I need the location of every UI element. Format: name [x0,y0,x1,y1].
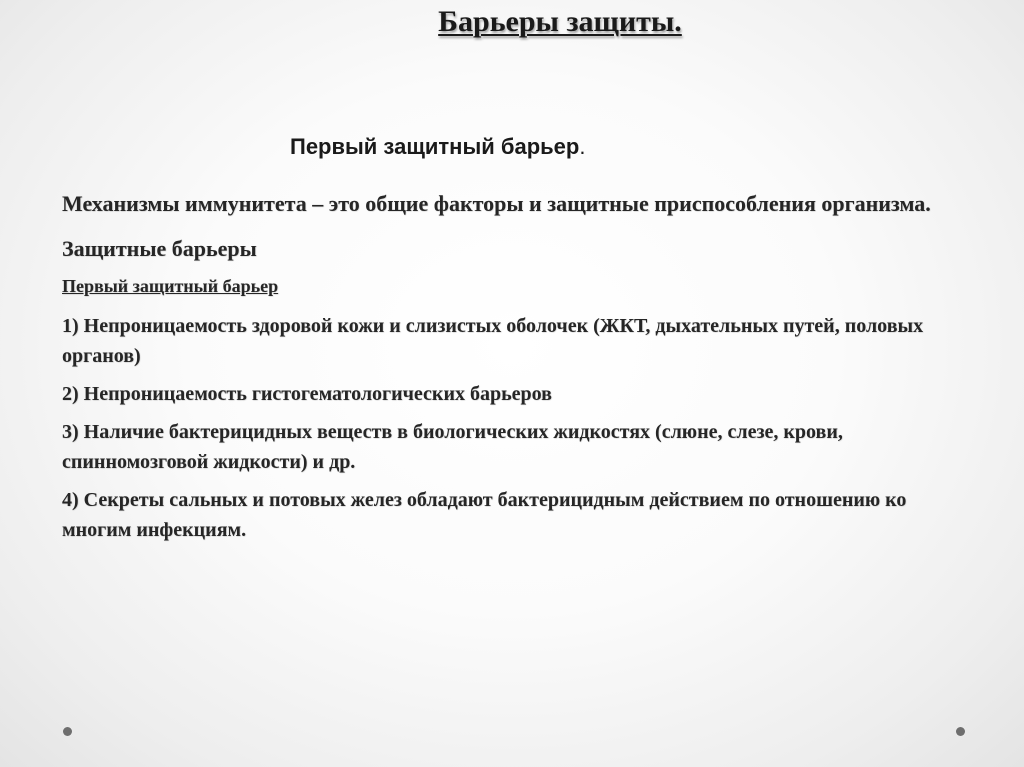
list-item-3: 3) Наличие бактерицидных веществ в биологических жидкостях (слюне, слезе, крови, спинномозговой жидкости) и др. [62,421,843,473]
bottom-right-dot-icon [956,727,965,736]
subtitle-text: Первый защитный барьер [290,134,580,159]
paragraph-protective-barriers: Защитные барьеры [62,236,257,261]
bottom-left-dot-icon [63,727,72,736]
slide-subtitle [290,134,585,160]
list-item-2: 2) Непроницаемость гистогематологических барьеров [62,383,552,405]
list-item-4: 4) Секреты сальных и потовых желез обладают бактерицидным действием по отношению ко многим инфекциям. [62,489,907,541]
slide-body [62,187,962,545]
paragraph-mechanisms: Механизмы иммунитета – это общие факторы и защитные приспособления организма. [62,191,931,216]
subtitle-period: . [579,134,586,159]
paragraph-first-barrier: Первый защитный барьер [62,276,279,296]
list-item-1: 1) Непроницаемость здоровой кожи и слизистых оболочек (ЖКТ, дыхательных путей, половых органов) [62,315,924,367]
slide-title: Барьеры защиты. [438,5,682,38]
